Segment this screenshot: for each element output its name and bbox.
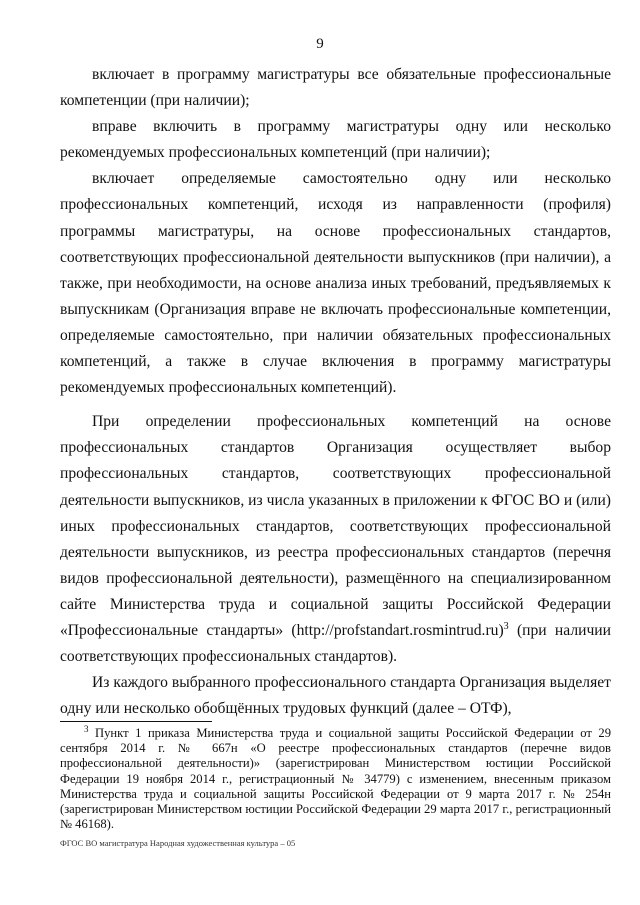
page-number: 9 [316, 36, 324, 52]
footnote-divider [60, 721, 212, 722]
page-footer: ФГОС ВО магистратура Народная художественная культура – 05 [60, 838, 296, 848]
paragraph: включает определяемые самостоятельно одну или несколько профессиональных компетенций, исходя из направленности (профиля) программы магистратуры, на основе профессиональных стандартов, соответствующих профессиональной деятельности выпускников (при наличии), а также, при необходимости, на основе анализа иных требований, предъявляемых к выпускникам (Организация вправе не включать профессиональные компетенции, определяемые самостоятельно, при наличии обязательных профессиональных компетенций, а также в случае включения в программу магистратуры рекомендуемых профессиональных компетенций). [60, 170, 611, 397]
body-text [60, 62, 611, 722]
footnotes [60, 723, 611, 832]
paragraph: вправе включить в программу магистратуры одну или несколько рекомендуемых профессиональных компетенций (при наличии); [60, 118, 611, 162]
paragraph [60, 409, 611, 670]
paragraph-text-tail: (при наличии соответствующих профессиональных стандартов). [60, 621, 611, 666]
footnote-marker: 3 [84, 723, 89, 734]
footnote-text: Пункт 1 приказа Министерства труда и социальной защиты Российской Федерации от 29 сентября 2014 г. № 667н «О реестре профессиональных стандартов (перечне видов профессиональной деятельности)» (зарегистрирован Министерством юстиции Российской Федерации 19 ноября 2014 г., регистрационный № 34779) с изменением, внесенным приказом Министерства труда и социальной защиты Российской Федерации от 9 марта 2017 г. № 254н (зарегистрирован Министерством юстиции Российской Федерации 29 марта 2017 г., регистрационный № 46168). [60, 726, 611, 832]
footnote [60, 723, 611, 832]
paragraph: включает в программу магистратуры все обязательные профессиональные компетенции (при наличии); [60, 66, 611, 110]
paragraph: Из каждого выбранного профессионального стандарта Организация выделяет одну или несколько обобщённых трудовых функций (далее – ОТФ), [60, 674, 611, 718]
paragraph-text: При определении профессиональных компетенций на основе профессиональных стандартов Организация осуществляет выбор профессиональных стандартов, соответствующих профессиональной деятельности выпускников, из числа указанных в приложении к ФГОС ВО и (или) иных профессиональных стандартов, соответствующих профессиональной деятельности выпускников, из реестра профессиональных стандартов (перечня видов профессиональной деятельности), размещённого на специализированном сайте Министерства труда и социальной защиты Российской Федерации «Профессиональные стандарты» (http://profstandart.rosmintrud.ru) [60, 413, 611, 639]
footnote-reference[interactable]: 3 [503, 620, 509, 632]
